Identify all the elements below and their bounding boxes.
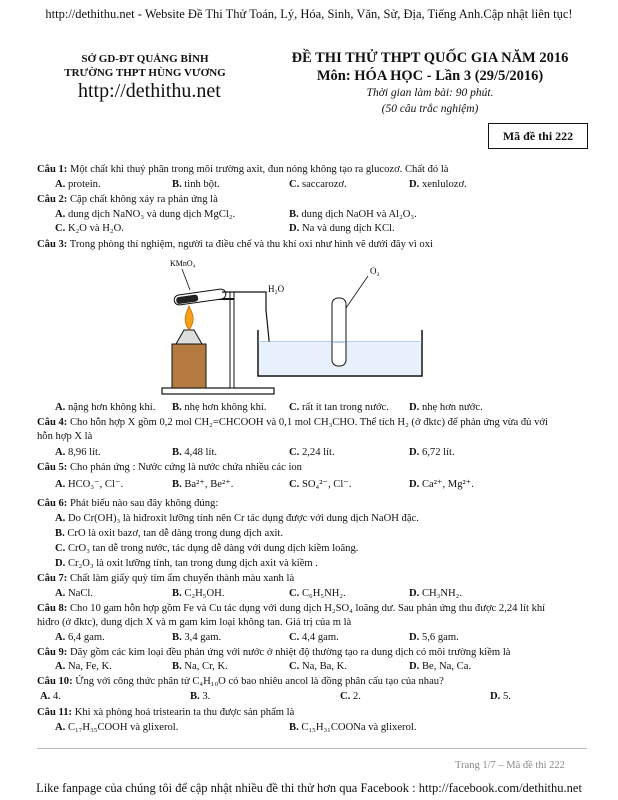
- exam-title: ĐỀ THI THỬ THPT QUỐC GIA NĂM 2016: [291, 50, 569, 66]
- exam-subject: Môn: HÓA HỌC - Lần 3 (29/5/2016): [316, 68, 544, 84]
- question: [37, 602, 597, 616]
- option-a: A. C₁₇H₃₅COOH và glixerol.: [55, 722, 179, 733]
- question-number: Câu 4:: [37, 417, 68, 428]
- option-c: C. 2,24 lít.: [289, 447, 335, 458]
- option-b: B. CrO là oxit bazơ, tan dễ dàng trong dung dịch axit.: [55, 528, 284, 539]
- question-number: Câu 3:: [37, 239, 68, 250]
- option-c: C. Na, Ba, K.: [289, 661, 347, 672]
- fanpage-link[interactable]: Like fanpage của chúng tôi để cập nhật nhiều đề thi thử hơn qua Facebook : http://facebook.com/dethithu.net: [36, 781, 582, 795]
- exam-time: Thời gian làm bài: 90 phút.: [366, 87, 494, 99]
- stand-base: [162, 388, 274, 394]
- option-c: C. saccarozơ.: [289, 179, 347, 190]
- site-url: http://dethithu.net: [78, 80, 221, 102]
- option-b: B. nhẹ hơn không khí.: [172, 402, 267, 413]
- option-a: A. dung dịch NaNO₃ và dung dịch MgCl₂.: [55, 209, 236, 220]
- option-b: B. Na, Cr, K.: [172, 661, 228, 672]
- label-pointer: [182, 269, 190, 290]
- collecting-tube: [332, 298, 346, 366]
- option-c: C. C₆H₅NH₂.: [289, 588, 346, 599]
- question-number: Câu 2:: [37, 194, 68, 205]
- option-d: D. Be, Na, Ca.: [409, 661, 472, 672]
- option-b: B. dung dịch NaOH và Al₂O₃.: [289, 209, 417, 220]
- exam-question-count: (50 câu trắc nghiệm): [381, 103, 479, 115]
- question-text: Ứng với công thức phân tử C₄H₁₀O có bao nhiêu ancol là đồng phân cấu tạo của nhau?: [75, 676, 444, 687]
- exam-header: [250, 50, 610, 117]
- question: [37, 163, 597, 177]
- question: [37, 416, 597, 430]
- test-tube: [174, 288, 227, 305]
- question-number: Câu 6:: [37, 498, 68, 509]
- question-text: Một chất khi thuỷ phân trong môi trường axit, đun nóng không tạo ra glucozơ. Chất đó là: [69, 164, 449, 175]
- question-text: Cặp chất không xảy ra phản ứng là: [69, 194, 218, 205]
- flame-icon: [185, 306, 193, 330]
- option-c: C. SO₄²⁻, Cl⁻.: [289, 479, 352, 490]
- option-a: A. Na, Fe, K.: [55, 661, 112, 672]
- question-number: Câu 5:: [37, 462, 68, 473]
- option-b: B. tinh bột.: [172, 179, 220, 190]
- question-continuation: hiđro (ở đktc), dung dịch X và m gam kim loại không tan. Giá trị của m là: [37, 617, 352, 628]
- option-d: D. Cr₂O₃ là oxit lưỡng tính, tan trong dung dịch axit và kiềm .: [55, 558, 318, 569]
- school-name: TRƯỜNG THPT HÙNG VƯƠNG: [64, 67, 226, 79]
- department-name: SỞ GD-ĐT QUẢNG BÌNH: [81, 53, 209, 65]
- option-c: C. 2.: [340, 691, 361, 702]
- school-header: [40, 52, 250, 80]
- option-d: D. CH₃NH₂.: [409, 588, 463, 599]
- question-number: Câu 10:: [37, 676, 73, 687]
- oxygen-label: O₂: [370, 266, 380, 276]
- option-a: A. 6,4 gam.: [55, 632, 105, 643]
- page-number: Trang 1/7 – Mã đề thi 222: [455, 760, 565, 771]
- kmno4-label: KMnO₄: [170, 259, 196, 268]
- question: [37, 238, 597, 252]
- option-c: C. CrO₃ tan dễ trong nước, tác dụng dễ dàng với dung dịch kiềm loãng.: [55, 543, 359, 554]
- option-b: B. C₂H₅OH.: [172, 588, 225, 599]
- option-b: B. C₁₅H₃₁COONa và glixerol.: [289, 722, 417, 733]
- alcohol-lamp: [176, 330, 202, 344]
- wooden-block: [172, 344, 206, 388]
- option-c: C. 4,4 gam.: [289, 632, 339, 643]
- question: [37, 706, 597, 720]
- option-d: D. Na và dung dịch KCl.: [289, 223, 395, 234]
- question-text: Cho 10 gam hỗn hợp gồm Fe và Cu tác dụng với dung dịch H₂SO₄ loãng dư. Sau phản ứng thu được 2,24 lít khí: [69, 603, 546, 614]
- option-a: A. protein.: [55, 179, 101, 190]
- question: [37, 461, 597, 475]
- question: [37, 646, 597, 660]
- question-text: Trong phòng thí nghiệm, người ta điều chế và thu khí oxi như hình vẽ dưới đây vì oxi: [69, 239, 433, 250]
- question: [37, 675, 597, 689]
- question-text: Cho phản ứng : Nước cứng là nước chứa nhiều các ion: [69, 462, 302, 473]
- option-d: D. 5,6 gam.: [409, 632, 459, 643]
- option-b: B. 4,48 lít.: [172, 447, 218, 458]
- top-banner: http://dethithu.net - Website Đề Thi Thử Toán, Lý, Hóa, Sinh, Văn, Sử, Địa, Tiếng Anh.Cập nhật liên tục!: [45, 7, 573, 21]
- option-a: A. 8,96 lít.: [55, 447, 101, 458]
- option-b: B. Ba²⁺, Be²⁺.: [172, 479, 234, 490]
- question-number: Câu 1:: [37, 164, 68, 175]
- question-number: Câu 7:: [37, 573, 68, 584]
- option-d: D. nhẹ hơn nước.: [409, 402, 483, 413]
- question-number: Câu 9:: [37, 647, 68, 658]
- stand-rod: [230, 292, 234, 388]
- option-b: B. 3,4 gam.: [172, 632, 222, 643]
- option-a: A. NaCl.: [55, 588, 93, 599]
- option-d: D. Ca²⁺, Mg²⁺.: [409, 479, 474, 490]
- option-c: C. K₂O và H₂O.: [55, 223, 124, 234]
- option-c: C. rất ít tan trong nước.: [289, 402, 389, 413]
- exam-code-box: Mã đề thi 222: [488, 123, 588, 149]
- option-d: D. xenlulozơ.: [409, 179, 467, 190]
- question: [37, 193, 597, 207]
- question-text: Khi xà phòng hoá tristearin ta thu được sản phẩm là: [74, 707, 295, 718]
- water-label: H₂O: [268, 284, 285, 294]
- question: [37, 572, 597, 586]
- option-d: D. 5.: [490, 691, 511, 702]
- question-text: Dãy gồm các kim loại đều phản ứng với nước ở nhiệt độ thường tạo ra dung dịch có môi trường kiềm là: [69, 647, 511, 658]
- option-a: A. HCO₃⁻, Cl⁻.: [55, 479, 124, 490]
- option-a: A. Do Cr(OH)₃ là hiđroxit lưỡng tính nên Cr tác dụng được với dung dịch NaOH đặc.: [55, 513, 419, 524]
- option-d: D. 6,72 lít.: [409, 447, 455, 458]
- option-a: A. nặng hơn không khí.: [55, 402, 156, 413]
- option-a: A. 4.: [40, 691, 61, 702]
- footer-divider: [37, 748, 587, 749]
- question-text: Phát biểu nào sau đây không đúng:: [69, 498, 219, 509]
- oxygen-collection-diagram: [160, 252, 460, 400]
- question-number: Câu 11:: [37, 707, 73, 718]
- question-continuation: hỗn hợp X là: [37, 431, 93, 442]
- question: [37, 497, 597, 511]
- label-pointer: [346, 276, 368, 308]
- question-text: Cho hỗn hợp X gồm 0,2 mol CH₂=CHCOOH và 0,1 mol CH₃CHO. Thể tích H₂ (ở đktc) để phản ứng vừa đủ với: [69, 417, 548, 428]
- option-b: B. 3.: [190, 691, 211, 702]
- question-text: Chất làm giấy quỳ tím ẩm chuyển thành màu xanh là: [69, 573, 295, 584]
- question-number: Câu 8:: [37, 603, 68, 614]
